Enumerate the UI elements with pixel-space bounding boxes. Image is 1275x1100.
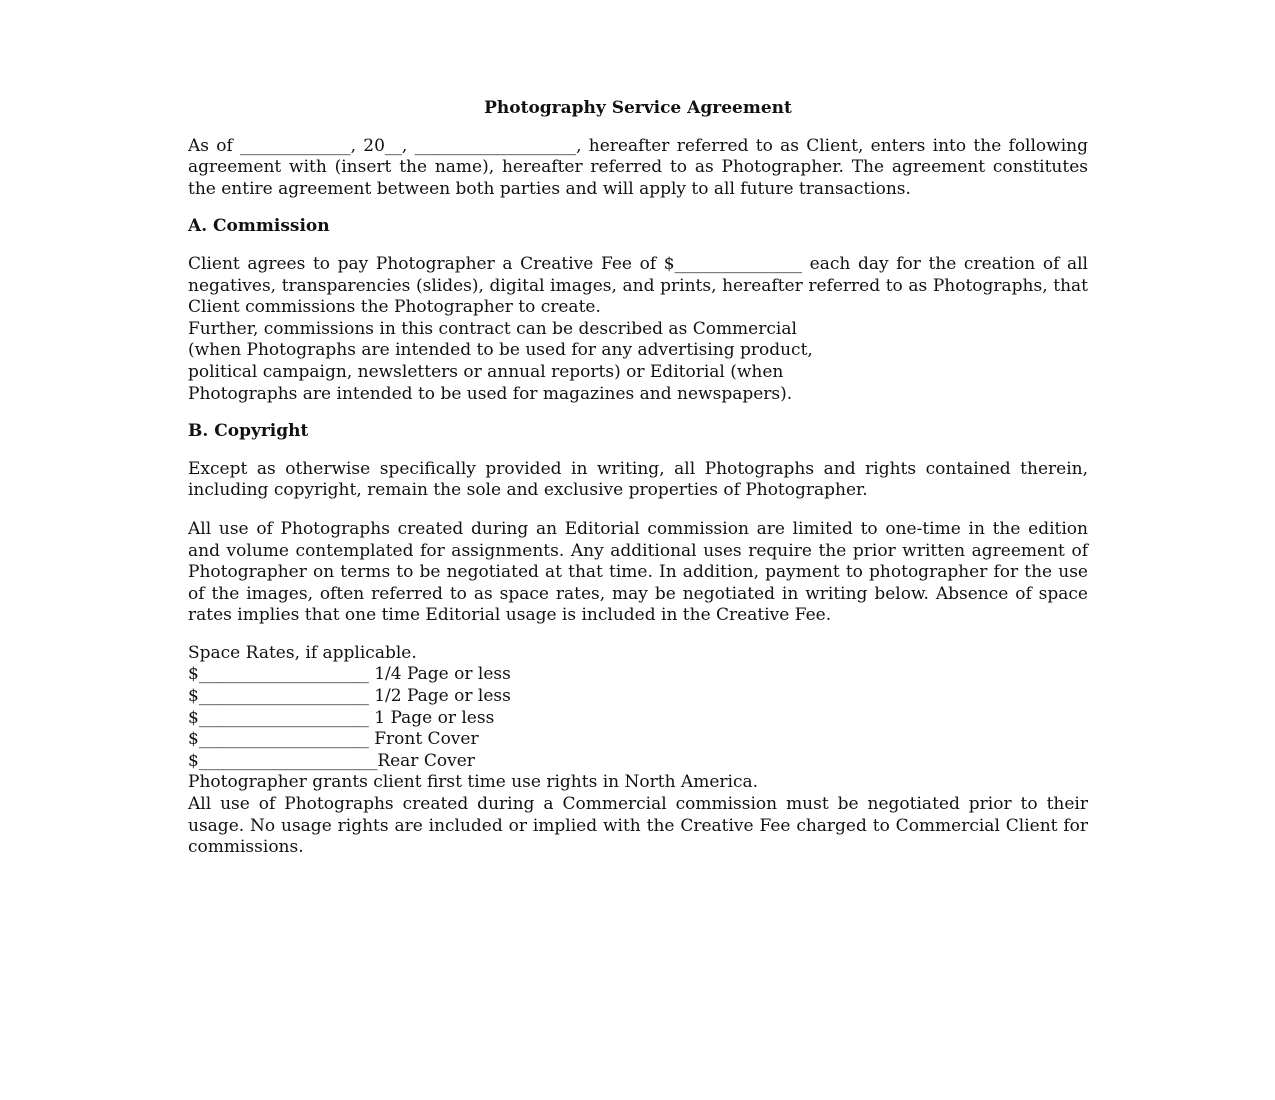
commission-types-line: Photographs are intended to be used for magazines and newspapers). [188,383,793,404]
intro-paragraph: As of _____________, 20__, ___________________, hereafter referred to as Client, enters into the following agreement with (insert the name), hereafter referred to as Photographer. The agreement constitutes the entire agreement between both parties and will apply to all future transactions. [188,135,1088,199]
space-rates-label: Space Rates, if applicable. [188,642,417,663]
document-title: Photography Service Agreement [484,98,792,118]
space-rate-item: $____________________ 1 Page or less [188,707,495,728]
rights-grant-line: Photographer grants client first time use rights in North America. [188,772,759,793]
copyright-paragraph: Except as otherwise specifically provided in writing, all Photographs and rights contained therein, including copyright, remain the sole and exclusive properties of Photographer. [188,458,1088,501]
section-b-heading: B. Copyright [188,421,309,442]
agreement-page [188,98,1088,859]
editorial-use-paragraph: All use of Photographs created during an Editorial commission are limited to one-time in the edition and volume contemplated for assignments. Any additional uses require the prior written agreement of Photographer on terms to be negotiated at that time. In addition, payment to photographer for the use of the images, often referred to as space rates, may be negotiated in writing below. Absence of space rates implies that one time Editorial usage is included in the Creative Fee. [188,518,1088,626]
section-a-heading: A. Commission [188,216,330,237]
space-rate-item: $____________________ 1/4 Page or less [188,664,511,685]
space-rate-item: $_____________________Rear Cover [188,750,475,771]
commission-types-line: political campaign, newsletters or annual reports) or Editorial (when [188,361,784,382]
commission-paragraph: Client agrees to pay Photographer a Creative Fee of $_______________ each day for the creation of all negatives, transparencies (slides), digital images, and prints, hereafter referred to as Photographs, that Client commissions the Photographer to create. [188,253,1088,318]
space-rate-item: $____________________ Front Cover [188,729,479,750]
space-rates-list [188,664,1088,772]
space-rate-item: $____________________ 1/2 Page or less [188,686,511,707]
commission-types-paragraph [188,319,1088,405]
commission-types-line: Further, commissions in this contract can be described as Commercial [188,318,797,339]
commission-types-line: (when Photographs are intended to be used for any advertising product, [188,340,813,361]
commercial-use-paragraph: All use of Photographs created during a Commercial commission must be negotiated prior to their usage. No usage rights are included or implied with the Creative Fee charged to Commercial Client for commissions. [188,794,1088,858]
